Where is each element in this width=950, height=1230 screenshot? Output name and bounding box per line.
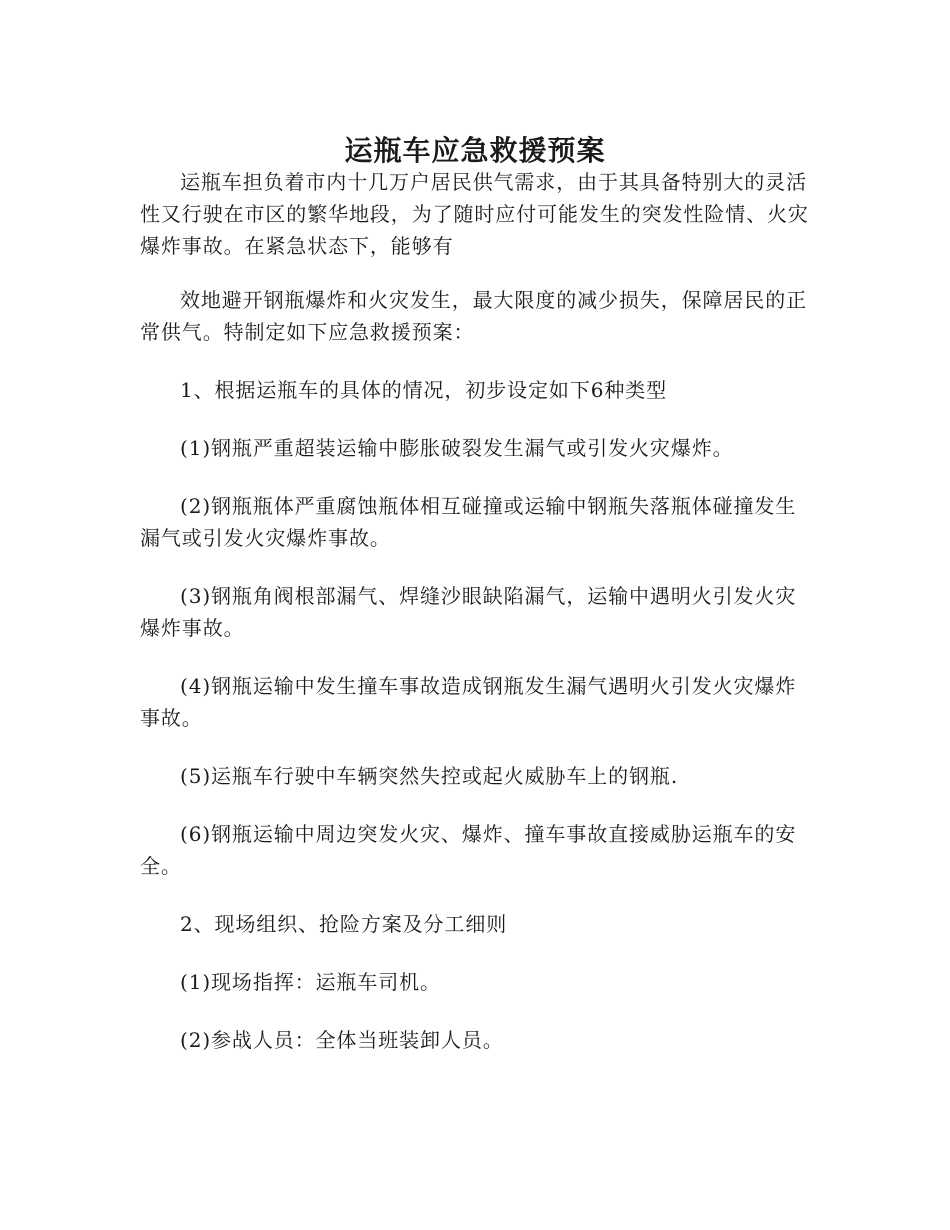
list-item-commander: (1)现场指挥：运瓶车司机。	[180, 970, 441, 994]
list-item-type-1: (1)钢瓶严重超装运输中膨胀破裂发生漏气或引发火灾爆炸。	[180, 436, 734, 460]
document-title: 运瓶车应急救援预案	[344, 133, 606, 167]
list-item-type-4: (4)钢瓶运输中发生撞车事故造成钢瓶发生漏气遇明火引发火灾爆炸事故。	[140, 674, 797, 730]
list-item-type-2: (2)钢瓶瓶体严重腐蚀瓶体相互碰撞或运输中钢瓶失落瓶体碰撞发生漏气或引发火灾爆炸事故。	[140, 494, 797, 550]
list-item-type-3: (3)钢瓶角阀根部漏气、焊缝沙眼缺陷漏气，运输中遇明火引发火灾爆炸事故。	[140, 584, 797, 640]
list-item-type-5: (5)运瓶车行驶中车辆突然失控或起火威胁车上的钢瓶.	[180, 764, 679, 788]
list-item-type-6: (6)钢瓶运输中周边突发火灾、爆炸、撞车事故直接威胁运瓶车的安全。	[140, 822, 797, 878]
document-body	[140, 166, 810, 1056]
section-heading-types: 1、根据运瓶车的具体的情况，初步设定如下6种类型	[180, 378, 668, 402]
list-item-personnel: (2)参战人员：全体当班装卸人员。	[180, 1028, 504, 1052]
paragraph-intro: 运瓶车担负着市内十几万户居民供气需求，由于其具备特别大的灵活性又行驶在市区的繁华地段，为了随时应付可能发生的突发性险情、火灾爆炸事故。在紧急状态下，能够有	[140, 170, 809, 258]
section-heading-organization: 2、现场组织、抢险方案及分工细则	[180, 912, 508, 936]
paragraph-purpose: 效地避开钢瓶爆炸和火灾发生，最大限度的减少损失，保障居民的正常供气。特制定如下应急救援预案：	[140, 288, 807, 344]
